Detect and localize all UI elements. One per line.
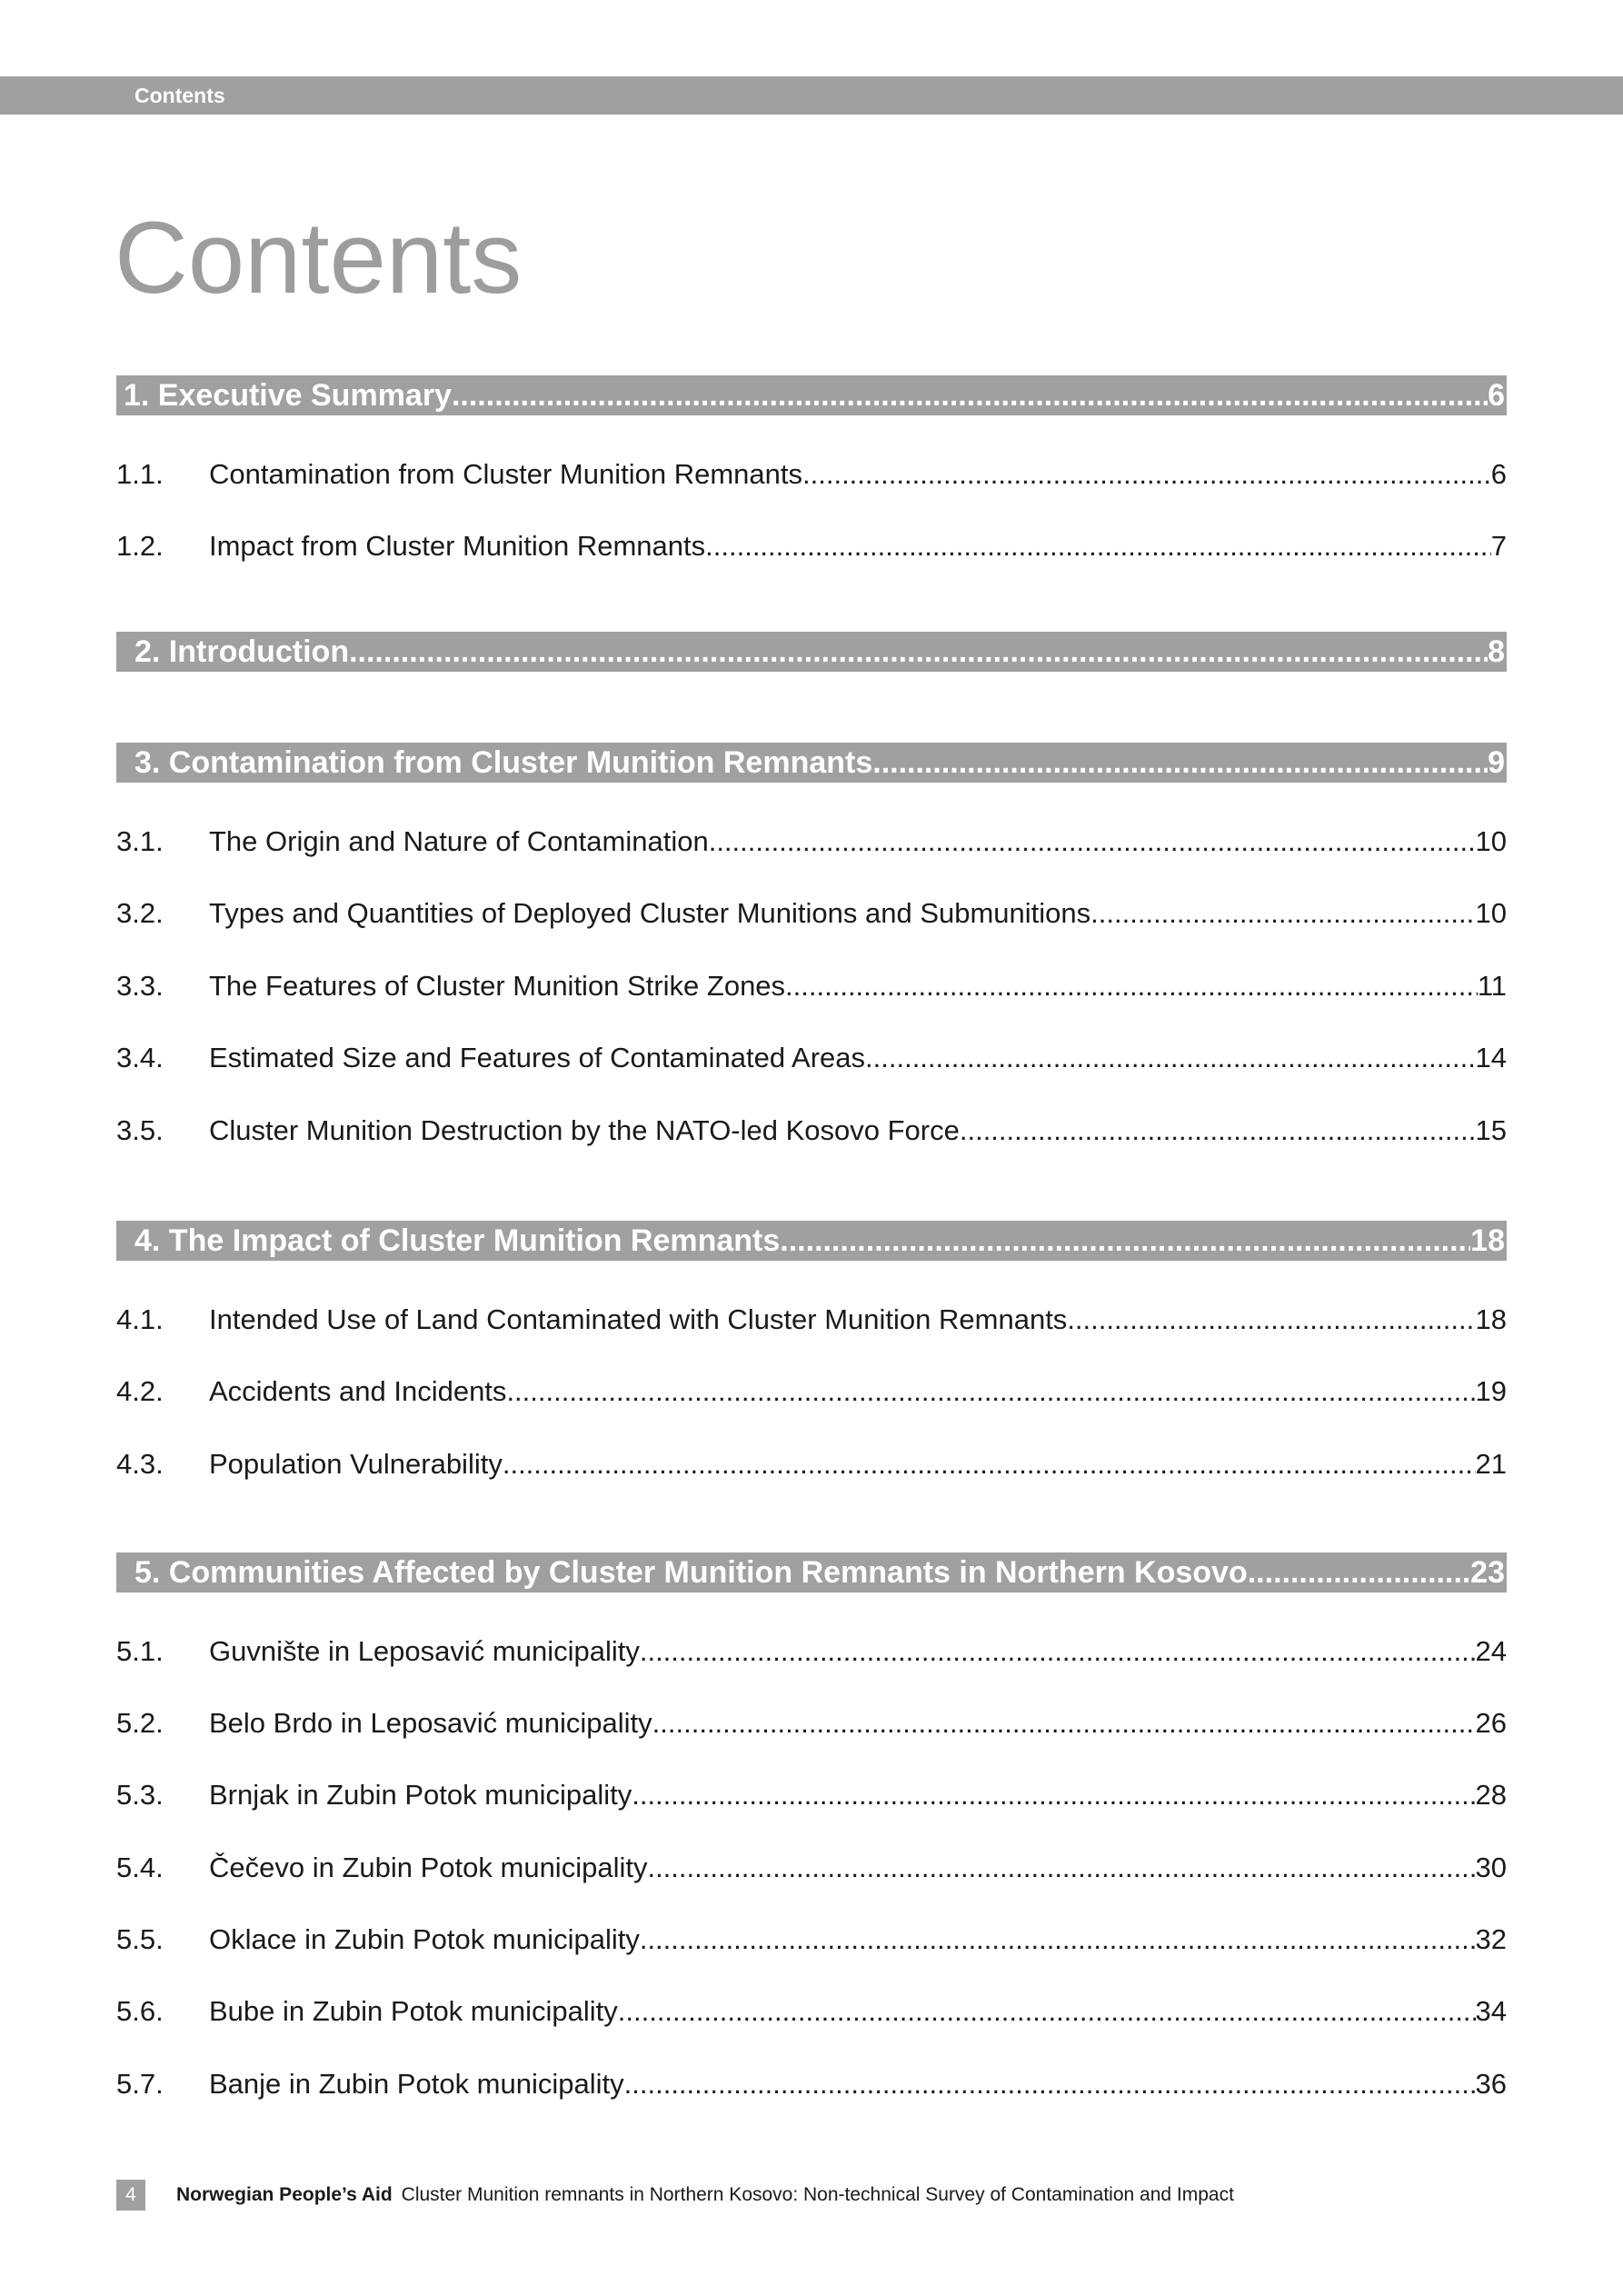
section-heading-label: 2. Introduction [134,634,350,669]
entry-page-number: 19 [1475,1375,1507,1407]
page-footer [116,2180,1234,2211]
entry-page-number: 26 [1475,1707,1507,1739]
entry-label: Contamination from Cluster Munition Remnants [209,458,802,490]
entry-number: 5.3. [116,1779,164,1811]
entry-page-number: 24 [1475,1635,1507,1667]
entry-number: 3.2. [116,897,164,929]
entry-number: 4.1. [116,1303,164,1335]
section-page-number: 8 [1488,634,1505,669]
toc-entry[interactable] [116,895,1507,932]
toc-entry[interactable] [116,1113,1507,1149]
entry-label: Types and Quantities of Deployed Cluster Munitions and Submunitions [209,897,1091,929]
dot-leader [802,456,1491,493]
entry-number: 1.2. [116,530,164,562]
entry-page-number: 36 [1475,2068,1507,2100]
entry-page-number: 15 [1475,1114,1507,1146]
dot-leader [705,528,1491,564]
entry-page-number: 11 [1477,970,1507,1002]
toc-section-heading[interactable] [116,375,1507,415]
dot-leader [780,1221,1470,1261]
section-page-number: 6 [1488,378,1505,413]
dot-leader [872,743,1488,783]
entry-page-number: 7 [1490,530,1507,562]
entry-page-number: 28 [1475,1779,1507,1811]
dot-leader [618,1993,1476,2030]
dot-leader [624,2066,1476,2102]
entry-label: Banje in Zubin Potok municipality [209,2068,624,2100]
entry-label: Population Vulnerability [209,1448,503,1480]
entry-label: Guvnište in Leposavić municipality [209,1635,640,1667]
toc-entry[interactable] [116,456,1507,493]
dot-leader [349,632,1488,672]
entry-label: The Origin and Nature of Contamination [209,825,709,857]
toc-entry[interactable] [116,2066,1507,2102]
entry-number: 5.4. [116,1852,164,1883]
toc-entry[interactable] [116,1850,1507,1886]
section-page-number: 23 [1470,1555,1505,1590]
toc-entry[interactable] [116,1922,1507,1958]
dot-leader [785,968,1478,1004]
entry-page-number: 32 [1475,1923,1507,1955]
toc-entry[interactable] [116,1040,1507,1076]
entry-label: Bube in Zubin Potok municipality [209,1995,618,2027]
section-heading-label: 3. Contamination from Cluster Munition Remnants [134,745,873,780]
entry-page-number: 34 [1475,1995,1507,2027]
section-heading-label: 4. The Impact of Cluster Munition Remnants [134,1223,781,1258]
dot-leader [709,824,1476,860]
toc-entry[interactable] [116,968,1507,1004]
entry-page-number: 10 [1475,897,1507,929]
entry-page-number: 6 [1490,458,1507,490]
entry-label: Estimated Size and Features of Contaminated Areas [209,1042,866,1073]
entry-number: 5.7. [116,2068,164,2100]
toc-entry[interactable] [116,1302,1507,1338]
dot-leader [1090,895,1475,932]
dot-leader [1248,1552,1470,1592]
entry-label: Belo Brdo in Leposavić municipality [209,1707,652,1739]
dot-leader [652,1705,1476,1742]
entry-number: 1.1. [116,458,164,490]
entry-number: 3.1. [116,825,164,857]
header-label: Contents [134,84,225,107]
section-heading-label: 1. Executive Summary [124,378,452,413]
entry-page-number: 18 [1475,1303,1507,1335]
dot-leader [506,1373,1475,1410]
entry-number: 5.1. [116,1635,164,1667]
entry-label: Intended Use of Land Contaminated with Cluster Munition Remnants [209,1303,1068,1335]
entry-number: 4.2. [116,1375,164,1407]
toc-section-heading[interactable] [116,743,1507,783]
dot-leader [865,1040,1476,1076]
section-heading-label: 5. Communities Affected by Cluster Munition Remnants in Northern Kosovo [134,1555,1248,1590]
toc-entry[interactable] [116,1373,1507,1410]
toc-entry[interactable] [116,528,1507,564]
footer-organization: Norwegian People’s Aid [176,2184,393,2205]
entry-label: The Features of Cluster Munition Strike Zones [209,970,786,1002]
entry-number: 4.3. [116,1448,164,1480]
toc-section-heading[interactable] [116,1552,1507,1592]
dot-leader [503,1446,1476,1482]
entry-number: 3.5. [116,1114,164,1146]
toc-entry[interactable] [116,1993,1507,2030]
entry-number: 3.3. [116,970,164,1002]
entry-number: 5.5. [116,1923,164,1955]
entry-label: Čečevo in Zubin Potok municipality [209,1852,648,1883]
entry-number: 5.2. [116,1707,164,1739]
entry-page-number: 14 [1475,1042,1507,1073]
dot-leader [960,1113,1476,1149]
section-page-number: 18 [1470,1223,1505,1258]
dot-leader [647,1850,1475,1886]
dot-leader [452,375,1488,415]
toc-entry[interactable] [116,1777,1507,1813]
entry-label: Oklace in Zubin Potok municipality [209,1923,640,1955]
footer-publication-title: Cluster Munition remnants in Northern Kosovo: Non-technical Survey of Contamination and Impact [401,2184,1234,2205]
entry-page-number: 21 [1475,1448,1507,1480]
entry-label: Brnjak in Zubin Potok municipality [209,1779,632,1811]
entry-number: 3.4. [116,1042,164,1073]
entry-page-number: 30 [1475,1852,1507,1883]
toc-entry[interactable] [116,1705,1507,1742]
page-title: Contents [115,201,523,314]
entry-label: Cluster Munition Destruction by the NATO-led Kosovo Force [209,1114,960,1146]
dot-leader [632,1777,1475,1813]
footer-page-number: 4 [116,2180,145,2211]
dot-leader [640,1922,1476,1958]
section-page-number: 9 [1488,745,1505,780]
entry-number: 5.6. [116,1995,164,2027]
entry-label: Accidents and Incidents [209,1375,507,1407]
toc-section-heading[interactable] [116,632,1507,672]
dot-leader [1067,1302,1475,1338]
dot-leader [640,1633,1476,1670]
header-bar [0,76,1623,115]
entry-page-number: 10 [1475,825,1507,857]
toc-section-heading[interactable] [116,1221,1507,1261]
toc-entry[interactable] [116,1446,1507,1482]
entry-label: Impact from Cluster Munition Remnants [209,530,706,562]
toc-entry[interactable] [116,1633,1507,1670]
toc-entry[interactable] [116,824,1507,860]
